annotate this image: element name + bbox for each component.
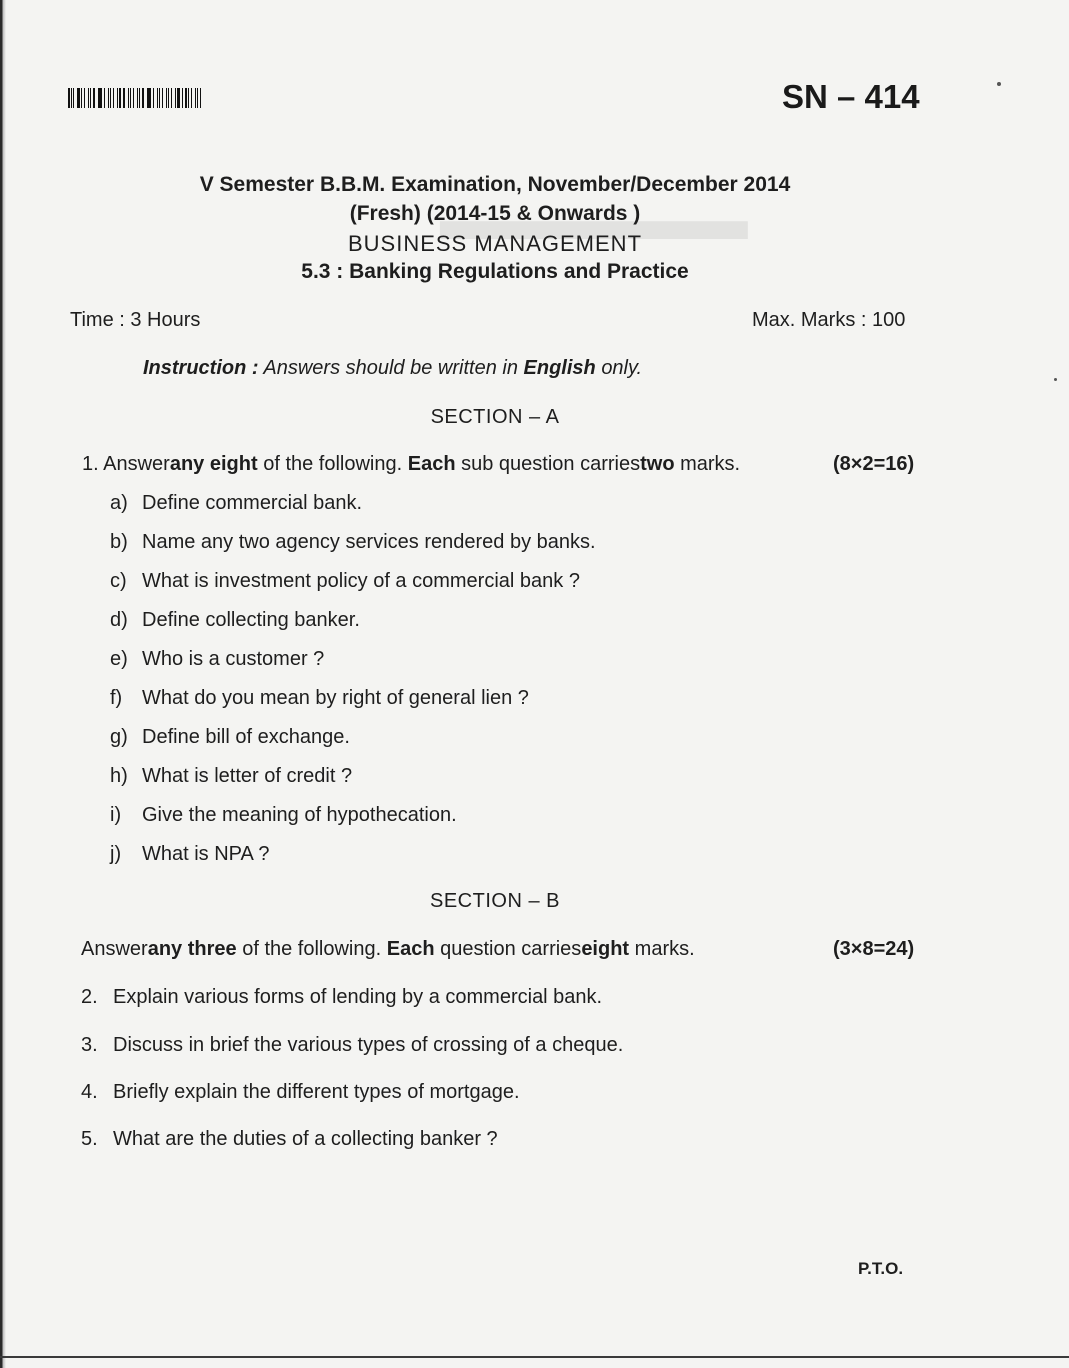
sub-text: What is investment policy of a commercial bank ? [142,570,580,592]
time-allowed: Time : 3 Hours [70,309,201,331]
barcode-bar [130,88,131,108]
sub-label: g) [110,726,128,748]
barcode-bar [123,88,125,108]
sub-text: What is NPA ? [142,843,270,865]
sub-question [110,765,352,788]
instr-text: question carries [440,938,582,960]
barcode-bar [175,88,176,108]
sub-question [110,648,324,671]
sub-text: What do you mean by right of general lien ? [142,687,529,709]
barcode-bar [195,88,197,108]
sub-question [110,570,580,593]
instruction-label: Instruction : [143,357,259,379]
sub-text: Give the meaning of hypothecation. [142,804,457,826]
barcode-bar [166,88,167,108]
sub-question [110,531,596,554]
instr-text: of the following. [242,938,382,960]
scan-speck [1054,378,1057,381]
barcode-bar [171,88,173,108]
instruction-text: Answers should be written in [263,357,518,379]
paper-title: 5.3 : Banking Regulations and Practice [301,260,689,283]
barcode-bar [98,88,99,108]
bleed-through: ▆▆▆▆▆▆▆▆▆▆▆▆▆▆▆▆▆▆▆▆ [440,217,748,239]
scan-bottom-edge [0,1356,1069,1358]
exam-title: V Semester B.B.M. Examination, November/December 2014 [199,173,791,196]
barcode-bar [68,88,70,108]
barcode-bar [104,88,105,108]
barcode-bar [148,88,150,108]
barcode-bar [159,88,161,108]
sub-question [110,804,457,827]
instruction-end: only. [601,357,643,379]
question-number: 3. [81,1034,98,1056]
max-marks: Max. Marks : 100 [752,309,906,331]
question-number: 5. [81,1128,98,1150]
sub-question [110,609,360,632]
barcode-bar [168,88,169,108]
barcode-bar [73,88,74,108]
sub-label: b) [110,531,128,553]
sub-label: i) [110,804,122,826]
page-turn-over: P.T.O. [858,1259,904,1278]
paper-code: SN – 414 [782,78,920,115]
section-a-marks: (8×2=16) [833,453,915,475]
sub-label: d) [110,609,128,631]
instr-emph: eight [581,938,630,960]
q1-text: of the following. [263,453,403,475]
sub-text: Who is a customer ? [142,648,325,670]
scan-speck [997,82,1001,86]
q1-text: marks. [680,453,741,475]
barcode-bar [113,88,114,108]
barcode-bar [200,88,201,108]
question-number: 4. [81,1081,98,1103]
section-b-marks: (3×8=24) [833,938,915,960]
sub-label: j) [110,843,122,865]
barcode-bar [90,88,91,108]
question-text: Explain various forms of lending by a commercial bank. [113,986,603,1008]
barcode-bar [197,88,198,108]
sub-question [110,843,269,866]
section-b-title: SECTION – B [430,890,560,912]
sub-question [110,687,529,710]
instr-emph: any three [147,938,237,960]
sub-text: Define collecting banker. [142,609,360,631]
barcode-bar [139,88,140,108]
edition-line: (Fresh) (2014-15 & Onwards ) [349,202,641,225]
instr-text: Answer [81,938,148,960]
barcode-bar [177,88,179,108]
barcode-bar [142,88,144,108]
question-number: 1. [82,453,99,475]
barcode-bar [153,88,154,108]
sub-label: f) [110,687,123,709]
sub-question [110,726,350,749]
q1-emph: two [640,453,675,475]
question-number: 2. [81,986,98,1008]
instr-emph: Each [386,938,435,960]
sub-label: c) [110,570,127,592]
sub-text: Define bill of exchange. [142,726,350,748]
barcode [68,88,204,108]
q1-emph: any eight [169,453,258,475]
barcode-bar [81,88,82,108]
section-b-instruction [81,938,695,961]
question [81,1034,623,1057]
barcode-bar [128,88,129,108]
barcode-bar [191,88,192,108]
question-text: What are the duties of a collecting banker ? [113,1128,498,1150]
barcode-bar [77,88,79,108]
question [81,1128,498,1151]
sub-text: What is letter of credit ? [142,765,353,787]
sub-text: Define commercial bank. [142,492,363,514]
barcode-bar [88,88,89,108]
question-text: Discuss in brief the various types of crossing of a cheque. [113,1034,624,1056]
barcode-bar [110,88,112,108]
question [81,986,602,1009]
question [81,1081,520,1104]
sub-label: h) [110,765,128,787]
barcode-bar [157,88,158,108]
sub-label: e) [110,648,128,670]
barcode-bar [119,88,121,108]
barcode-bar [108,88,109,108]
q1-emph: Each [407,453,456,475]
instr-text: marks. [634,938,695,960]
barcode-bar [137,88,138,108]
section-a-title: SECTION – A [430,406,560,428]
barcode-bar [71,88,72,108]
q1-text: sub question carries [461,453,641,475]
barcode-bar [182,88,183,108]
subject-title: BUSINESS MANAGEMENT [347,231,643,256]
sub-question [110,492,362,515]
barcode-bar [84,88,86,108]
instruction-language: English [523,357,596,379]
barcode-bar [188,88,189,108]
question-1 [82,453,740,476]
sub-label: a) [110,492,128,514]
barcode-bar [162,88,163,108]
barcode-bar [133,88,135,108]
question-text: Briefly explain the different types of mortgage. [113,1081,520,1103]
barcode-bar [99,88,101,108]
barcode-bar [117,88,118,108]
barcode-bar [147,88,148,108]
sub-text: Name any two agency services rendered by banks. [142,531,596,553]
barcode-bar [185,88,187,108]
barcode-bar [93,88,95,108]
q1-text: Answer [103,453,170,475]
instruction [143,357,642,380]
